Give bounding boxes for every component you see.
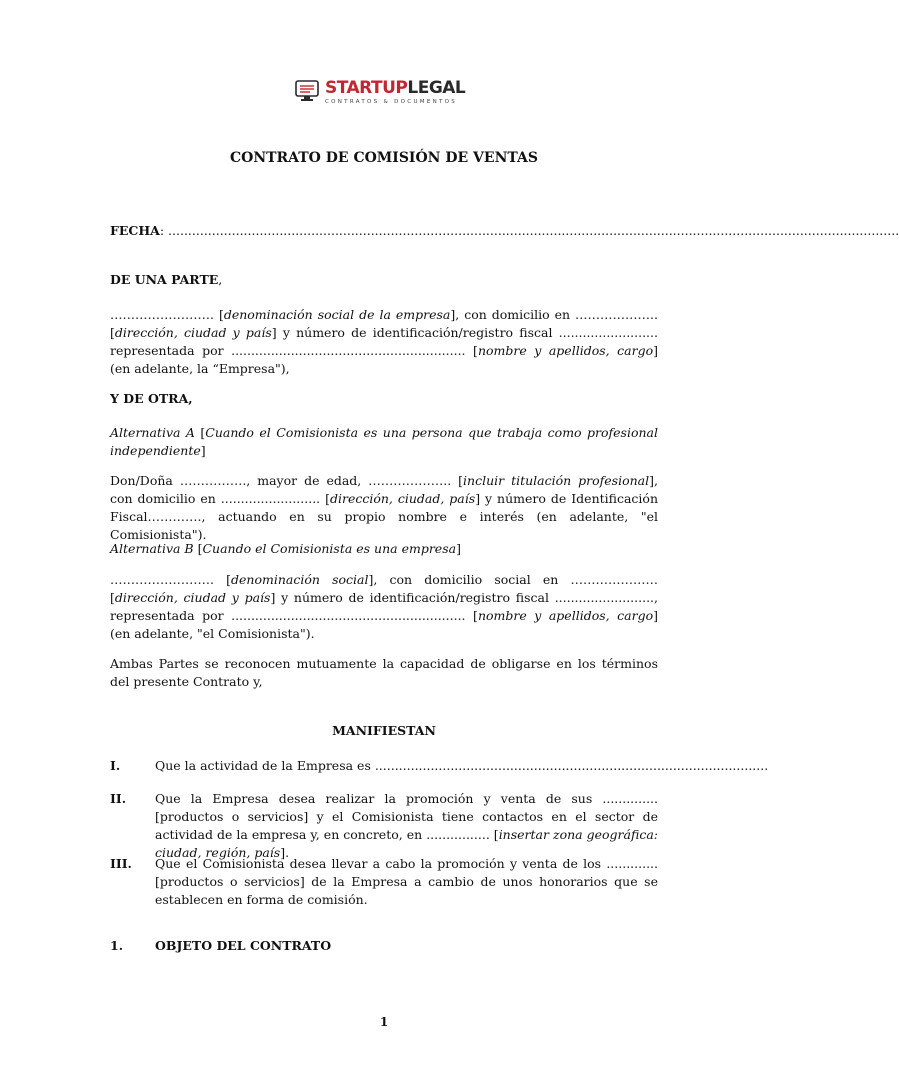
empresa-paragraph: ……………………. [denominación social de la empresa], con domicilio en ……………….. [dirección, ciudad y país] y número de identificación/registro fiscal ......................... representada por ........................................................... [nombre y apellidos, cargo] (en adelante, la “Empresa"), xyxy=(110,307,658,376)
alternativa-b: Alternativa B [Cuando el Comisionista es una empresa] xyxy=(110,541,461,556)
comisionista-empresa-paragraph: ……………………. [denominación social], con domicilio social en ………………… [dirección, ciudad y país] y número de identificación/registro fiscal ........................., representada por ........................................................... [nombre y apellidos, cargo] (en adelante, "el Comisionista"). xyxy=(110,572,659,641)
de-una-parte-heading: DE UNA PARTE, xyxy=(110,272,223,287)
item-text: Que la Empresa desea realizar la promoción y venta de sus .............. [productos o servicios] y el Comisionista tiene contactos en el sector de actividad de la empresa y, en concreto, en ................ [insertar zona geográfica: ciudad, región, país]. xyxy=(155,791,658,860)
startuplegal-logo xyxy=(295,78,466,112)
fecha-line: FECHA: ........................................................................................................................................................................................ xyxy=(110,223,899,238)
section-number: 1. xyxy=(110,938,124,953)
ambas-partes-paragraph: Ambas Partes se reconocen mutuamente la capacidad de obligarse en los términos del presente Contrato y, xyxy=(110,656,658,689)
manifiestan-heading: MANIFIESTAN xyxy=(332,723,436,738)
section-title: OBJETO DEL CONTRATO xyxy=(155,938,332,953)
item-number: II. xyxy=(110,791,127,806)
logo-tagline: CONTRATOS & DOCUMENTOS xyxy=(325,99,458,105)
item-text: Que el Comisionista desea llevar a cabo la promoción y venta de los ............. [productos o servicios] de la Empresa a cambio de unos honorarios que se establecen en forma de comisión. xyxy=(155,856,658,907)
page-number: 1 xyxy=(379,1015,389,1029)
logo-wordmark: STARTUPLEGAL xyxy=(325,78,466,98)
item-number: III. xyxy=(110,856,132,871)
comisionista-persona-paragraph: Don/Doña ……………., mayor de edad, ……………….. [incluir titulación profesional], con domicilio en ......................... [dirección, ciudad, país] y número de Identificación Fiscal…………., actuando en su propio nombre e interés (en adelante, "el Comisionista"). xyxy=(110,473,659,542)
document-title: CONTRATO DE COMISIÓN DE VENTAS xyxy=(229,150,538,166)
item-text: Que la actividad de la Empresa es ................................................................................................... xyxy=(155,758,769,773)
monitor-icon xyxy=(295,80,319,102)
y-de-otra-heading: Y DE OTRA, xyxy=(110,391,193,406)
item-number: I. xyxy=(110,758,121,773)
alternativa-a: Alternativa A [Cuando el Comisionista es una persona que trabaja como profesional independiente] xyxy=(110,425,658,458)
